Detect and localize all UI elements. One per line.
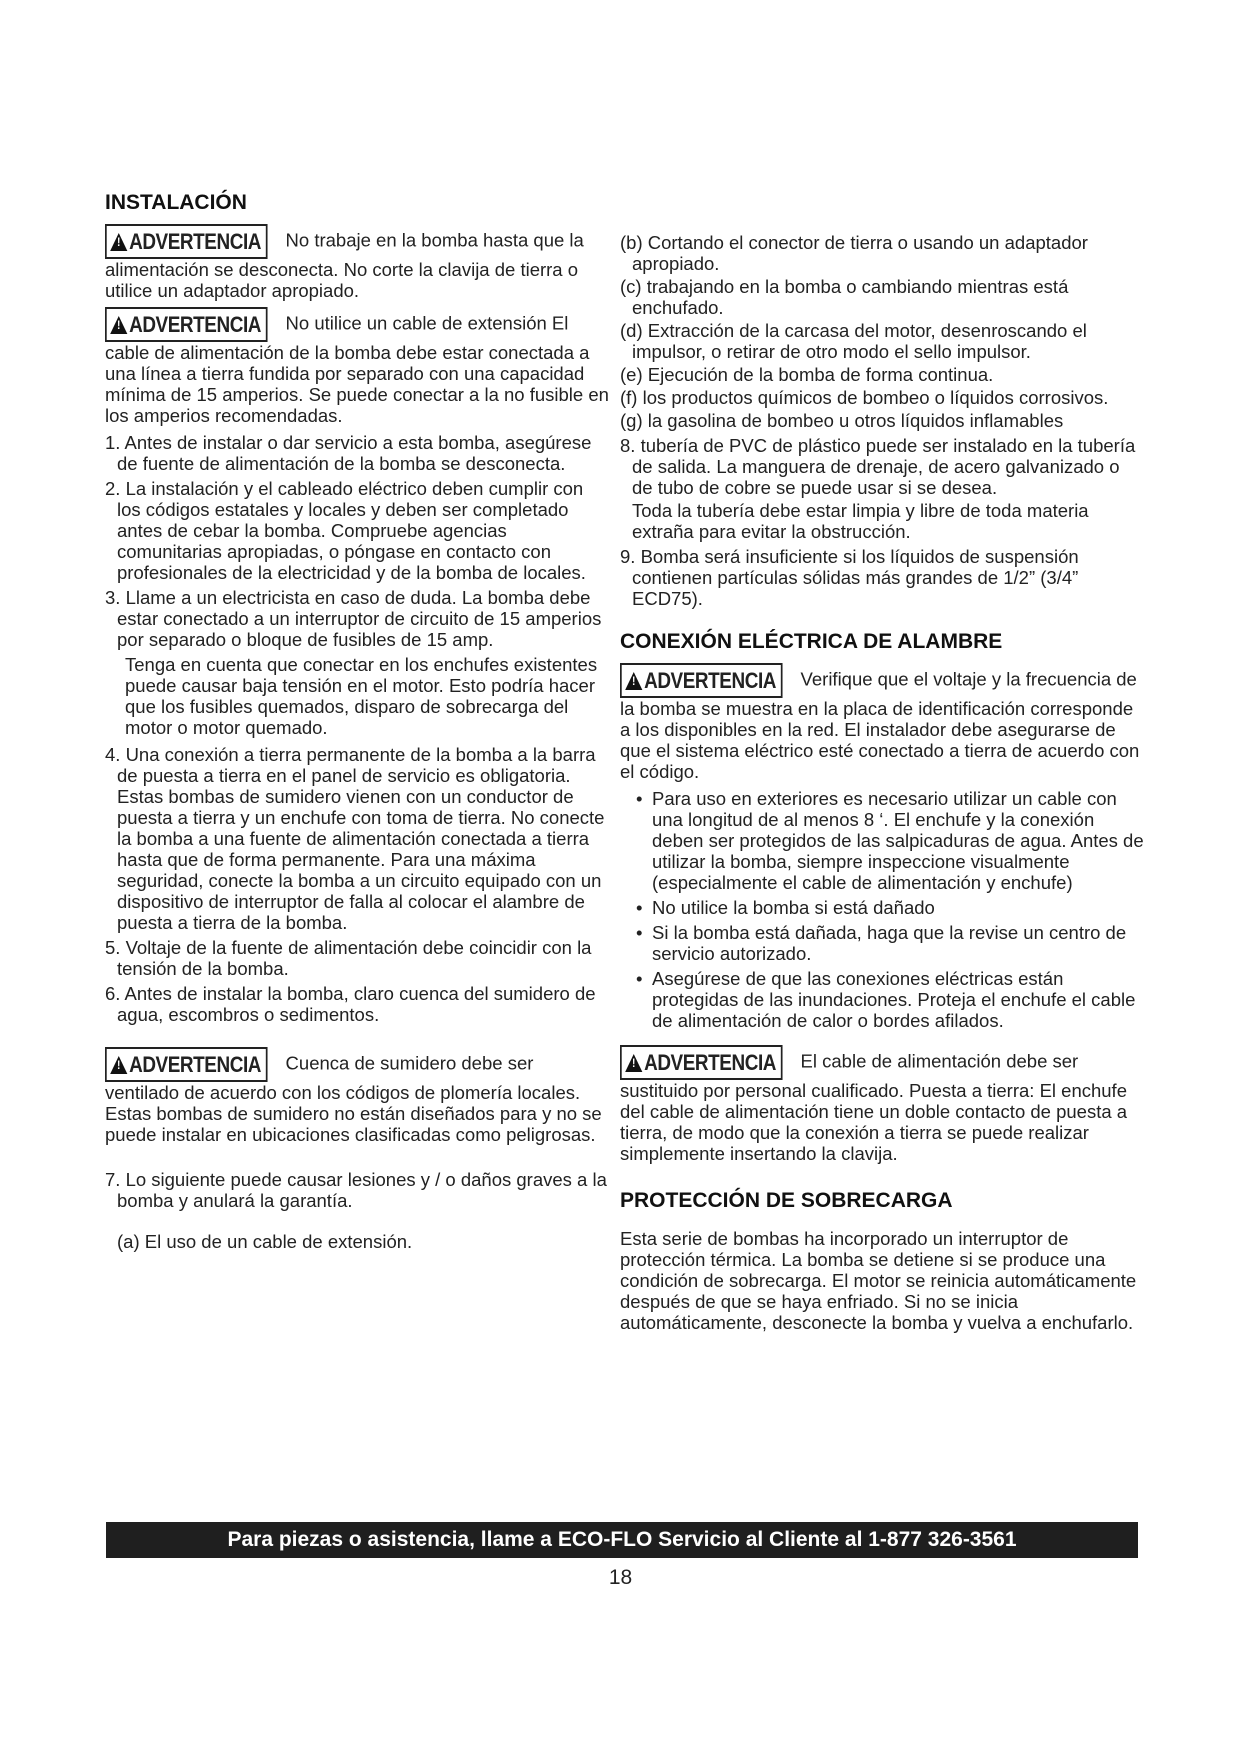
warning-label: !ADVERTENCIA [105, 224, 268, 259]
bullet-item: • No utilice la bomba si está dañado [652, 897, 1145, 918]
list-item: 3. Llame a un electricista en caso de duda. La bomba debe estar conectado a un interruptor de circuito de 15 amperios por separado o bloque de fusibles de 15 amp. [105, 587, 602, 650]
warning-text: El cable de alimentación debe ser sustituido por personal cualificado. Puesta a tierra: El enchufe del cable de alimentación tiene un doble contacto de puesta a tierra, de modo que la conexión a tierra se puede realizar simplemente insertando la clavija. [620, 1050, 1128, 1164]
section-heading-electrical: CONEXIÓN ELÉCTRICA DE ALAMBRE [620, 630, 1003, 653]
sub-item: (c) trabajando en la bomba o cambiando mientras está enchufado. [620, 276, 1069, 318]
bullet-list [620, 788, 1145, 1031]
right-column [620, 232, 1145, 1333]
list-item: 5. Voltaje de la fuente de alimentación debe coincidir con la tensión de la bomba. [105, 937, 592, 979]
warning-paragraph [105, 224, 610, 301]
instructions-list [105, 744, 610, 1025]
warning-triangle-icon [110, 233, 127, 251]
warning-text: No utilice un cable de extensión El cable de alimentación de la bomba debe estar conectada a una línea a tierra fundida por separado con una capacidad mínima de 15 amperios. Se puede conectar a la no fusible en los amperios recomendadas. [105, 312, 609, 426]
left-column [105, 190, 610, 1252]
warning-text: Cuenca de sumidero debe ser ventilado de acuerdo con los códigos de plomería locales. Estas bombas de sumidero no están diseñados para y no se puede instalar en ubicaciones clasificadas como peligrosas. [105, 1052, 602, 1145]
warning-label: !ADVERTENCIA [620, 1045, 783, 1080]
warning-text: No trabaje en la bomba hasta que la alimentación se desconecta. No corte la clavija de tierra o utilice un adaptador apropiado. [105, 229, 584, 301]
list-item: 2. La instalación y el cableado eléctrico deben cumplir con los códigos estatales y locales y deben ser completado antes de cebar la bomba. Compruebe agencias comunitarias apropiadas, o póngase en contacto con profesionales de la electricidad y de la bomba de locales. [105, 478, 586, 583]
warning-label: !ADVERTENCIA [105, 307, 268, 342]
list-item-continuation: Toda la tubería debe estar limpia y libre de toda materia extraña para evitar la obstrucción. [632, 500, 1089, 542]
list-item: 4. Una conexión a tierra permanente de la bomba a la barra de puesta a tierra en el panel de servicio es obligatoria. Estas bombas de sumidero vienen con un conductor de puesta a tierra y un enchufe con toma de tierra. No conecte la bomba a una fuente de alimentación conectada a tierra hasta que de forma permanente. Para una máxima seguridad, conecte la bomba a un circuito equipado con un dispositivo de interruptor de falla al colocar el alambre de puesta a tierra de la bomba. [105, 744, 605, 933]
warning-paragraph [105, 1047, 610, 1145]
list-item: 1. Antes de instalar o dar servicio a esta bomba, asegúrese de fuente de alimentación de la bomba se desconecta. [105, 432, 592, 474]
list-item: 6. Antes de instalar la bomba, claro cuenca del sumidero de agua, escombros o sedimentos. [105, 983, 596, 1025]
instructions-list [105, 432, 610, 650]
sub-item: (d) Extracción de la carcasa del motor, desenroscando el impulsor, o retirar de otro modo el sello impulsor. [620, 320, 1087, 362]
list-item: 8. tubería de PVC de plástico puede ser instalado en la tubería de salida. La manguera de drenaje, de acero galvanizado o de tubo de cobre se puede usar si se desea. [620, 435, 1136, 498]
warning-label: !ADVERTENCIA [620, 663, 783, 698]
section-heading-overload: PROTECCIÓN DE SOBRECARGA [620, 1189, 953, 1212]
warning-label: !ADVERTENCIA [105, 1047, 268, 1082]
sub-item: (g) la gasolina de bombeo u otros líquidos inflamables [620, 410, 1064, 431]
warning-paragraph [620, 1045, 1145, 1164]
note-text: Tenga en cuenta que conectar en los enchufes existentes puede causar baja tensión en el motor. Esto podría hacer que los fusibles quemados, disparo de sobrecarga del motor o motor quemado. [125, 654, 598, 738]
overload-text: Esta serie de bombas ha incorporado un interruptor de protección térmica. La bomba se detiene si se produce una condición de sobrecarga. El motor se reinicia automáticamente después de que se haya enfriado. Si no se inicia automáticamente, desconecte la bomba y vuelva a enchufarlo. [620, 1228, 1137, 1333]
customer-service-banner: Para piezas o asistencia, llame a ECO-FLO Servicio al Cliente al 1-877 326-3561 [106, 1522, 1138, 1558]
list-item: 7. Lo siguiente puede causar lesiones y / o daños graves a la bomba y anulará la garantía. [105, 1169, 607, 1211]
page-number: 18 [608, 1566, 633, 1589]
warning-paragraph [620, 663, 1145, 782]
warning-triangle-icon [110, 1056, 127, 1074]
warning-triangle-icon [625, 1054, 642, 1072]
sub-item: (a) El uso de un cable de extensión. [117, 1231, 413, 1252]
warning-text: Verifique que el voltaje y la frecuencia de la bomba se muestra en la placa de identificación corresponde a los disponibles en la red. El instalador debe asegurarse de que el sistema eléctrico esté conectado a tierra de acuerdo con el código. [620, 668, 1140, 782]
bullet-item: • Si la bomba está dañada, haga que la revise un centro de servicio autorizado. [652, 922, 1145, 964]
warning-triangle-icon [625, 672, 642, 690]
warning-paragraph [105, 307, 610, 426]
bullet-item: • Asegúrese de que las conexiones eléctricas están protegidas de las inundaciones. Proteja el enchufe el cable de alimentación de calor o bordes afilados. [652, 968, 1145, 1031]
sub-item: (f) los productos químicos de bombeo o líquidos corrosivos. [620, 387, 1109, 408]
bullet-item: • Para uso en exteriores es necesario utilizar un cable con una longitud de al menos 8 ‘. El enchufe y la conexión deben ser protegidos de las salpicaduras de agua. Antes de utilizar la bomba, siempre inspeccione visualmente (especialmente el cable de alimentación y enchufe) [652, 788, 1145, 893]
sub-item: (b) Cortando el conector de tierra o usando un adaptador apropiado. [620, 232, 1088, 274]
list-item: 9. Bomba será insuficiente si los líquidos de suspensión contienen partículas sólidas más grandes de 1/2” (3/4” ECD75). [620, 546, 1079, 609]
sub-item: (e) Ejecución de la bomba de forma continua. [620, 364, 994, 385]
section-heading-installation: INSTALACIÓN [105, 191, 247, 214]
warning-triangle-icon [110, 316, 127, 334]
